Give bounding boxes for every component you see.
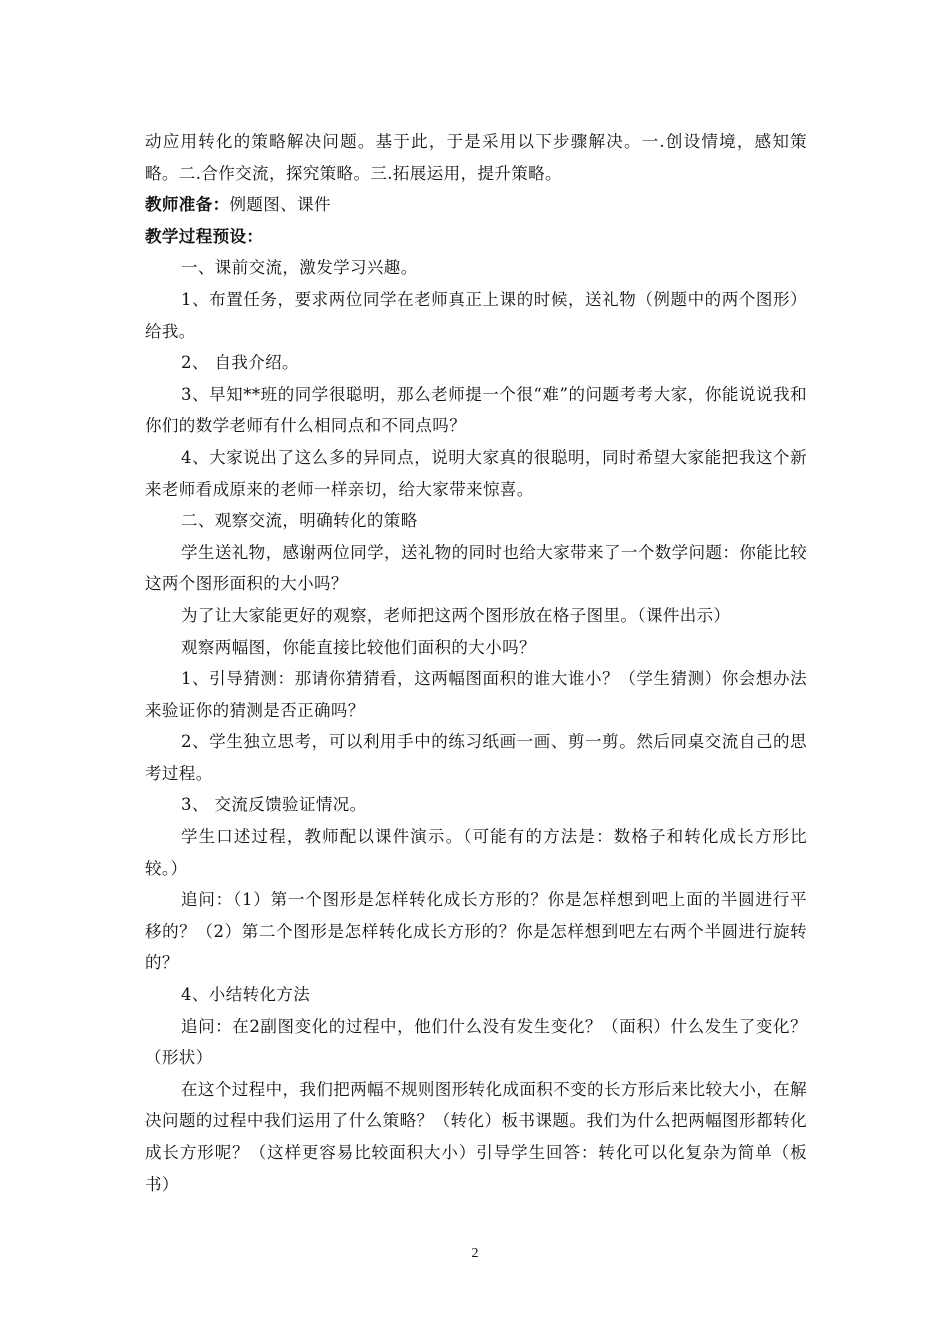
- step-summary: 4、小结转化方法: [181, 985, 311, 1005]
- section-two-heading: 二、观察交流，明确转化的策略: [181, 511, 418, 531]
- step-independent-thinking: 2、学生独立思考，可以利用手中的练习纸画一画、剪一剪。然后同桌交流自己的思考过程。: [145, 732, 807, 783]
- observe-question: 观察两幅图，你能直接比较他们面积的大小吗？: [181, 637, 536, 657]
- step-guess: 1、引导猜测：那请你猜猜看，这两幅图面积的谁大谁小？（学生猜测）你会想办法来验证你的猜测是否正确吗？: [145, 669, 807, 720]
- teacher-preparation-label: 教师准备：: [145, 195, 230, 215]
- teaching-process-label: 教学过程预设：: [145, 226, 264, 246]
- step-3-question: 3、早知**班的同学很聪明，那么老师提一个很“难”的问题考考大家，你能说说我和你们的数学老师有什么相同点和不同点吗？: [145, 384, 807, 436]
- document-body: [145, 126, 807, 1200]
- step-1-assign-task: 1、布置任务，要求两位同学在老师真正上课的时候，送礼物（例题中的两个图形）给我。: [145, 289, 807, 341]
- teaching-process-heading: [145, 221, 807, 253]
- teacher-preparation: [145, 189, 807, 221]
- step-feedback: 3、 交流反馈验证情况。: [181, 795, 367, 815]
- student-explain: 学生口述过程，教师配以课件演示。（可能有的方法是：数格子和转化成长方形比较。）: [145, 827, 807, 878]
- teacher-preparation-value: 例题图、课件: [229, 195, 331, 215]
- grid-display: 为了让大家能更好的观察，老师把这两个图形放在格子图里。（课件出示）: [181, 605, 731, 625]
- follow-up-question-2: 追问：在2副图变化的过程中，他们什么没有发生变化？（面积）什么发生了变化？（形状）: [145, 1016, 807, 1068]
- conclusion-paragraph: 在这个过程中，我们把两幅不规则图形转化成面积不变的长方形后来比较大小，在解决问题的过程中我们运用了什么策略？（转化）板书课题。我们为什么把两幅图形都转化成长方形呢？（这样更容易比较面积大小）引导学生回答：转化可以化复杂为简单（板书）: [145, 1079, 807, 1194]
- gift-problem: 学生送礼物，感谢两位同学，送礼物的同时也给大家带来了一个数学问题：你能比较这两个图形面积的大小吗？: [145, 542, 807, 594]
- paragraph-intro: 动应用转化的策略解决问题。基于此，于是采用以下步骤解决。一.创设情境，感知策略。二.合作交流，探究策略。三.拓展运用，提升策略。: [145, 132, 807, 183]
- page-number: 2: [471, 1246, 479, 1261]
- section-one-heading: 一、课前交流，激发学习兴趣。: [181, 258, 418, 278]
- step-2-self-introduction: 2、 自我介绍。: [181, 353, 299, 373]
- follow-up-question-1: 追问：（1）第一个图形是怎样转化成长方形的？你是怎样想到吧上面的半圆进行平移的？（2）第二个图形是怎样转化成长方形的？你是怎样想到吧左右两个半圆进行旋转的？: [145, 890, 807, 973]
- step-4-similarities: 4、大家说出了这么多的异同点，说明大家真的很聪明，同时希望大家能把我这个新来老师看成原来的老师一样亲切，给大家带来惊喜。: [145, 447, 807, 499]
